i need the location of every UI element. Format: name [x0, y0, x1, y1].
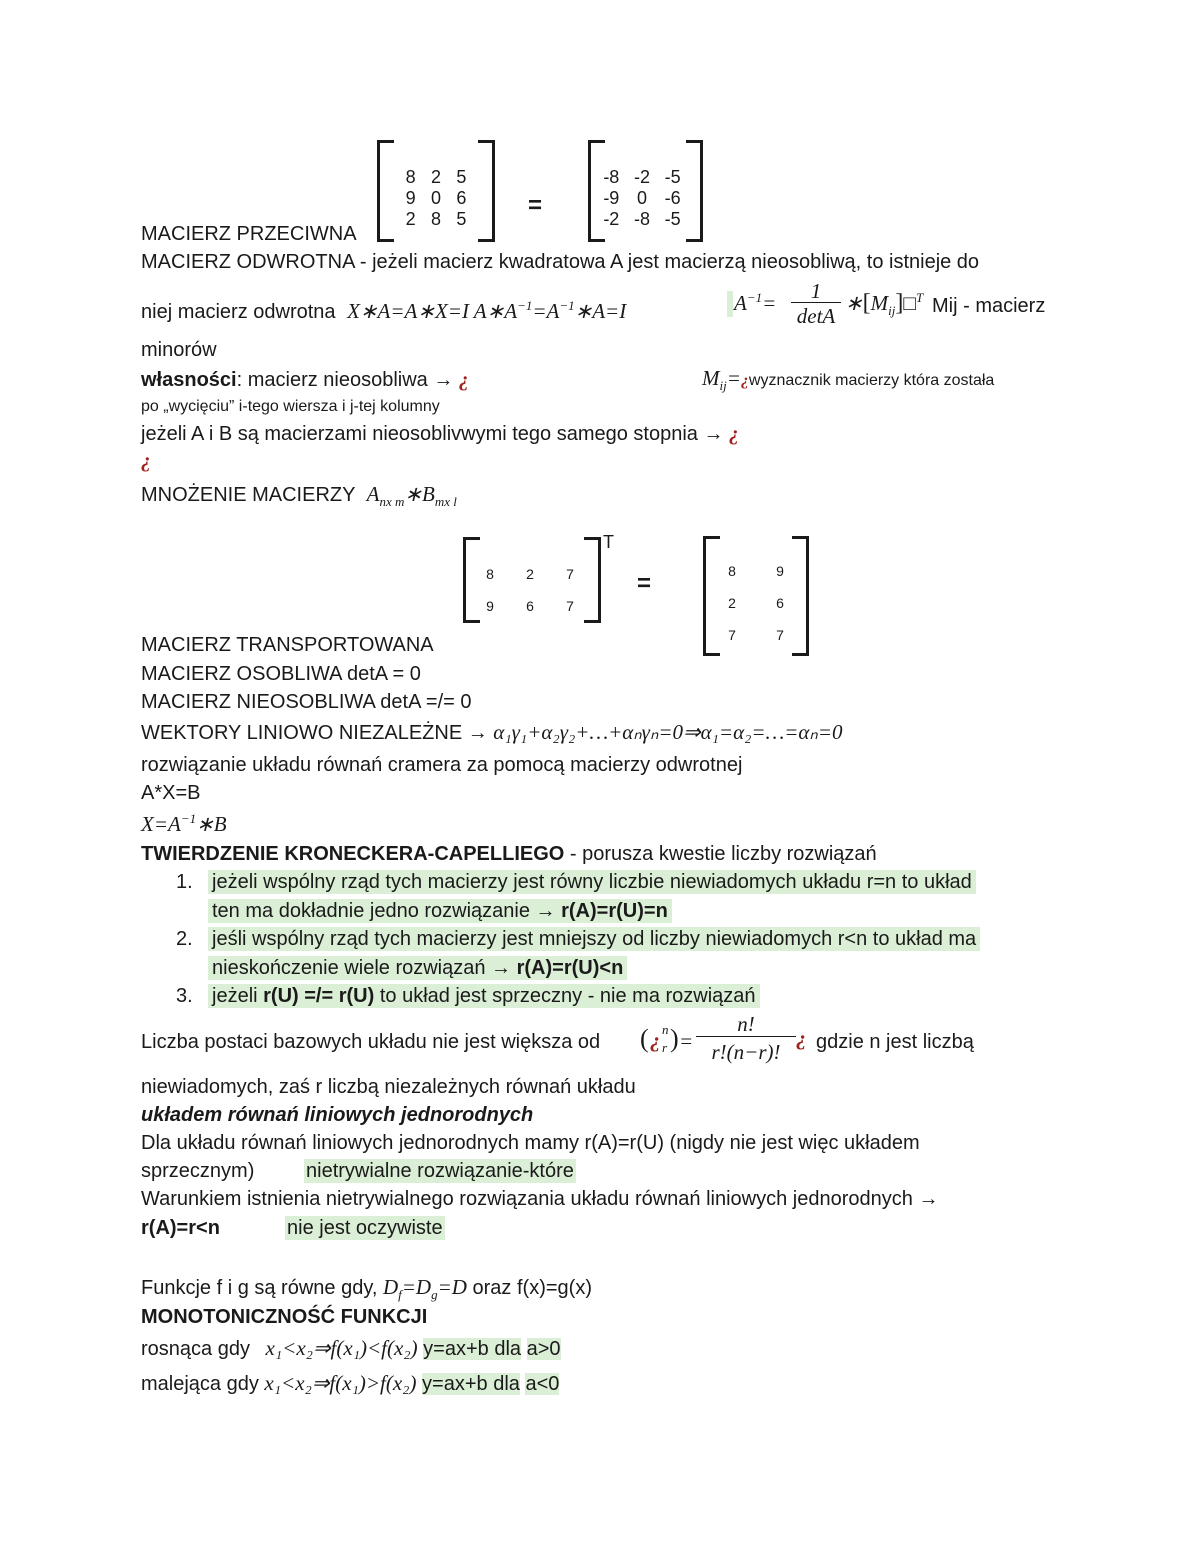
right-bracket [584, 537, 601, 623]
list-item-num: 3. [176, 985, 193, 1007]
cramer-line: rozwiązanie układu równań cramera za pomocą macierzy odwrotnej [141, 754, 743, 776]
jednorodne-heading: układem równań liniowych jednorodnych [141, 1104, 534, 1126]
monotonicznosc-heading: MONOTONICZNOŚĆ FUNKCJI [141, 1306, 428, 1328]
nieosobliwa-line: MACIERZ NIEOSOBLIWA detA =/= 0 [141, 691, 472, 713]
highlight-nietrywialne: nietrywialne rozwiązanie-które [306, 1160, 574, 1182]
jednorodne-condition: r(A)=r<n [141, 1217, 220, 1239]
marker-line: ¿ [141, 450, 151, 472]
matrix-bt: 8 9 2 6 7 7 [728, 563, 784, 643]
left-bracket [377, 140, 394, 242]
mnozenie-line: MNOŻENIE MACIERZY $A_{nx m}∗B_{mx l}$ [141, 482, 457, 510]
malejaca-line: malejąca gdy x₁<x₂⇒f(x₁)>f(x₂) y=ax+b dla a<0 [141, 1371, 560, 1395]
heading-transportowana: MACIERZ TRANSPORTOWANA [141, 634, 434, 656]
rosnaca-line: rosnąca gdy x₁<x₂⇒f(x₁)<f(x₂) y=ax+b dla a>0 [141, 1336, 561, 1360]
equals-sign: = [637, 570, 652, 597]
odwrotna-line2: niej macierz odwrotna X∗A=A∗X=I $A∗A^{-1}=A^{-1}∗A=I$ [141, 298, 627, 323]
list-item-1-line2: ten ma dokładnie jedno rozwiązanie → r(A)=r(U)=n [208, 899, 672, 923]
wlasnosci-line3: jeżeli A i B są macierzami nieosoblivwymi tego samego stopnia → ¿ [141, 423, 740, 445]
osobliwa-line: MACIERZ OSOBLIWA detA = 0 [141, 663, 421, 685]
inverse-identity-formula: X∗A=A∗X=I $A∗A^{-1}=A^{-1}∗A=I$ [347, 298, 627, 323]
matrix-b: 8 2 7 9 6 7 [486, 566, 574, 614]
wlasnosci-line2: po „wycięciu” i-tego wiersza i j-tej kolumny [141, 398, 440, 415]
heading-macierz-przeciwna: MACIERZ PRZECIWNA [141, 223, 357, 245]
odwrotna-line1: MACIERZ ODWROTNA - jeżeli macierz kwadratowa A jest macierzą nieosobliwą, to istnieje do [141, 251, 980, 273]
equals-sign: = [528, 192, 543, 219]
highlight-marker [727, 291, 733, 317]
matrix-a: 8 2 5 9 0 6 2 8 5 [405, 167, 467, 229]
list-item-1-line1: jeżeli wspólny rząd tych macierzy jest równy liczbie niewiadomych układu r=n to układ [208, 870, 976, 894]
right-bracket [792, 536, 809, 656]
matrix-neg-a: -8 -2 -5 -9 0 -6 -2 -8 -5 [603, 167, 681, 229]
bazowe-after: gdzie n jest liczbą [816, 1031, 974, 1053]
mij-text: Mij - macierz [932, 295, 1046, 317]
list-item-num: 2. [176, 928, 193, 950]
list-item-3: jeżeli r(U) =/= r(U) to układ jest sprzeczny - nie ma rozwiązań [208, 984, 760, 1008]
jednorodne-line1: Dla układu równań liniowych jednorodnych mamy r(A)=r(U) (nigdy nie jest więc układem [141, 1132, 920, 1154]
jednorodne-line2: sprzecznym) [141, 1160, 255, 1182]
mij-definition: $M_{ij}=¿wyznacznik$ macierzy która została [702, 366, 995, 394]
right-bracket [686, 140, 703, 242]
bazowe-text: Liczba postaci bazowych układu nie jest większa od [141, 1031, 601, 1053]
wektory-line: WEKTORY LINIOWO NIEZALEŻNE → α₁γ₁+α₂γ₂+…+αₙγₙ=0⇒α₁=α₂=…=αₙ=0 [141, 720, 843, 744]
list-item-2-line2: nieskończenie wiele rozwiązań → r(A)=r(U)<n [208, 956, 627, 980]
axb-line: A*X=B [141, 782, 201, 804]
x-formula: $X=A^{-1}∗B$ [141, 811, 227, 836]
list-item-num: 1. [176, 871, 193, 893]
list-item-2-line1: jeśli wspólny rząd tych macierzy jest mniejszy od liczby niewiadomych r<n to układ ma [208, 927, 980, 951]
highlight-oczywiste: nie jest oczywiste [287, 1217, 443, 1239]
transpose-sup: T [603, 532, 614, 552]
funkcje-line: Funkcje f i g są równe gdy, $D_f=D_g=D$ oraz f(x)=g(x) [141, 1275, 592, 1303]
jednorodne-line3: Warunkiem istnienia nietrywialnego rozwiązania układu równań liniowych jednorodnych → [141, 1188, 939, 1210]
right-bracket [478, 140, 495, 242]
odwrotna-line3: minorów [141, 339, 217, 361]
binomial-formula: ( ¿ n r ) = n! r!(n−r)! ¿ [640, 1012, 807, 1064]
wlasnosci-line: własności: macierz nieosobliwa → ¿ [141, 369, 469, 391]
bazowe-line2: niewiadomych, zaś r liczbą niezależnych równań układu [141, 1076, 636, 1098]
kronecker-heading: TWIERDZENIE KRONECKERA-CAPELLIEGO - porusza kwestie liczby rozwiązań [141, 843, 877, 865]
